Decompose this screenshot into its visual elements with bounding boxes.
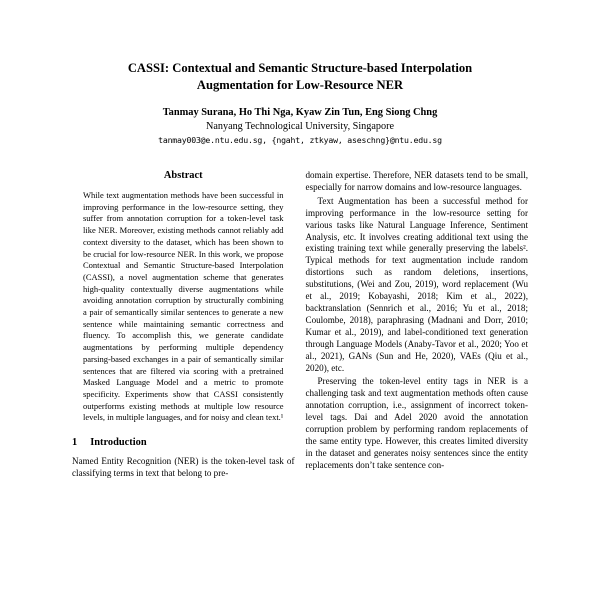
right-paragraph-2: Text Augmentation has been a successful method for improving performance in the low-resource setting for various tasks like Natural Language Inference, Sentiment Analysis, etc. It involves creating additional text using the existing training text while generally preserving the labels². Typical methods for text augmentation include random distortions such as random deletions, insertions, substitutions, (Wei and Zou, 2019), word replacement (Wu et al., 2019; Kobayashi, 2018; Kim et al., 2022), backtranslation (Sennrich et al., 2016; Yu et al., 2018; Coulombe, 2018), paraphrasing (Madnani and Dorr, 2010; Kumar et al., 2019), and label-conditioned text generation through Language Models (Anaby-Tavor et al., 2020; Yoo et al., 2021), GANs (Sun and He, 2020), VAEs (Qiu et al., 2020), etc.	[305, 195, 528, 373]
two-column-body	[0, 170, 600, 480]
abstract-heading: Abstract	[163, 170, 203, 181]
intro-paragraph: Named Entity Recognition (NER) is the token-level task of classifying terms in text that belong to pre-	[72, 456, 295, 478]
title-block	[0, 0, 600, 145]
left-column	[72, 170, 295, 480]
paper-title-line2: Augmentation for Low-Resource NER	[196, 77, 404, 92]
email-line: tanmay003@e.ntu.edu.sg, {ngaht, ztkyaw, aseschng}@ntu.edu.sg	[158, 135, 442, 145]
paper-title	[80, 60, 520, 93]
affiliation-line: Nanyang Technological University, Singapore	[206, 121, 394, 132]
authors-line: Tanmay Surana, Ho Thi Nga, Kyaw Zin Tun, Eng Siong Chng	[162, 107, 438, 118]
right-paragraph-3: Preserving the token-level entity tags in NER is a challenging task and text augmentation methods often cause annotation corruption, i.e., assignment of incorrect token-level tags. Dai and Adel 2020 avoid the annotation corruption problem by performing random replacements of the same entity type. However, this creates limited diversity in the dataset and generates noisy sentences since the entity replacements don’t take sentence con-	[305, 376, 528, 470]
section-number: 1	[72, 437, 78, 449]
section-title: Introduction	[90, 437, 147, 449]
right-column	[306, 170, 529, 480]
paper-title-line1: CASSI: Contextual and Semantic Structure-based Interpolation	[127, 61, 473, 75]
abstract-text: While text augmentation methods have been successful in improving performance in the low-resource setting, they suffer from annotation corruption for a token-level task like NER. Moreover, existing methods cannot reliably add context diversity to the dataset, which has been shown to be crucial for low-resource NER. In this work, we propose Contextual and Semantic Structure-based Interpolation (CASSI), a novel augmentation scheme that generates high-quality contextually diverse augmentations while avoiding annotation corruption by structurally combining a pair of semantically similar sentences to generate a new sentence while maintaining semantic correctness and fluency. To accomplish this, we generate candidate augmentations by performing multiple dependency parsing-based exchanges in a pair of semantically similar sentences that are filtered via scoring with a pretrained Masked Language Model and a metric to promote specificity. Experiments show that CASSI consistently outperforms existing methods at multiple low resource levels, in multiple languages, and for noisy and clean text.¹	[83, 190, 284, 423]
right-paragraph-1: domain expertise. Therefore, NER datasets tend to be small, especially for narrow domains and low-resource languages.	[305, 170, 528, 192]
section-heading-introduction	[72, 437, 295, 448]
